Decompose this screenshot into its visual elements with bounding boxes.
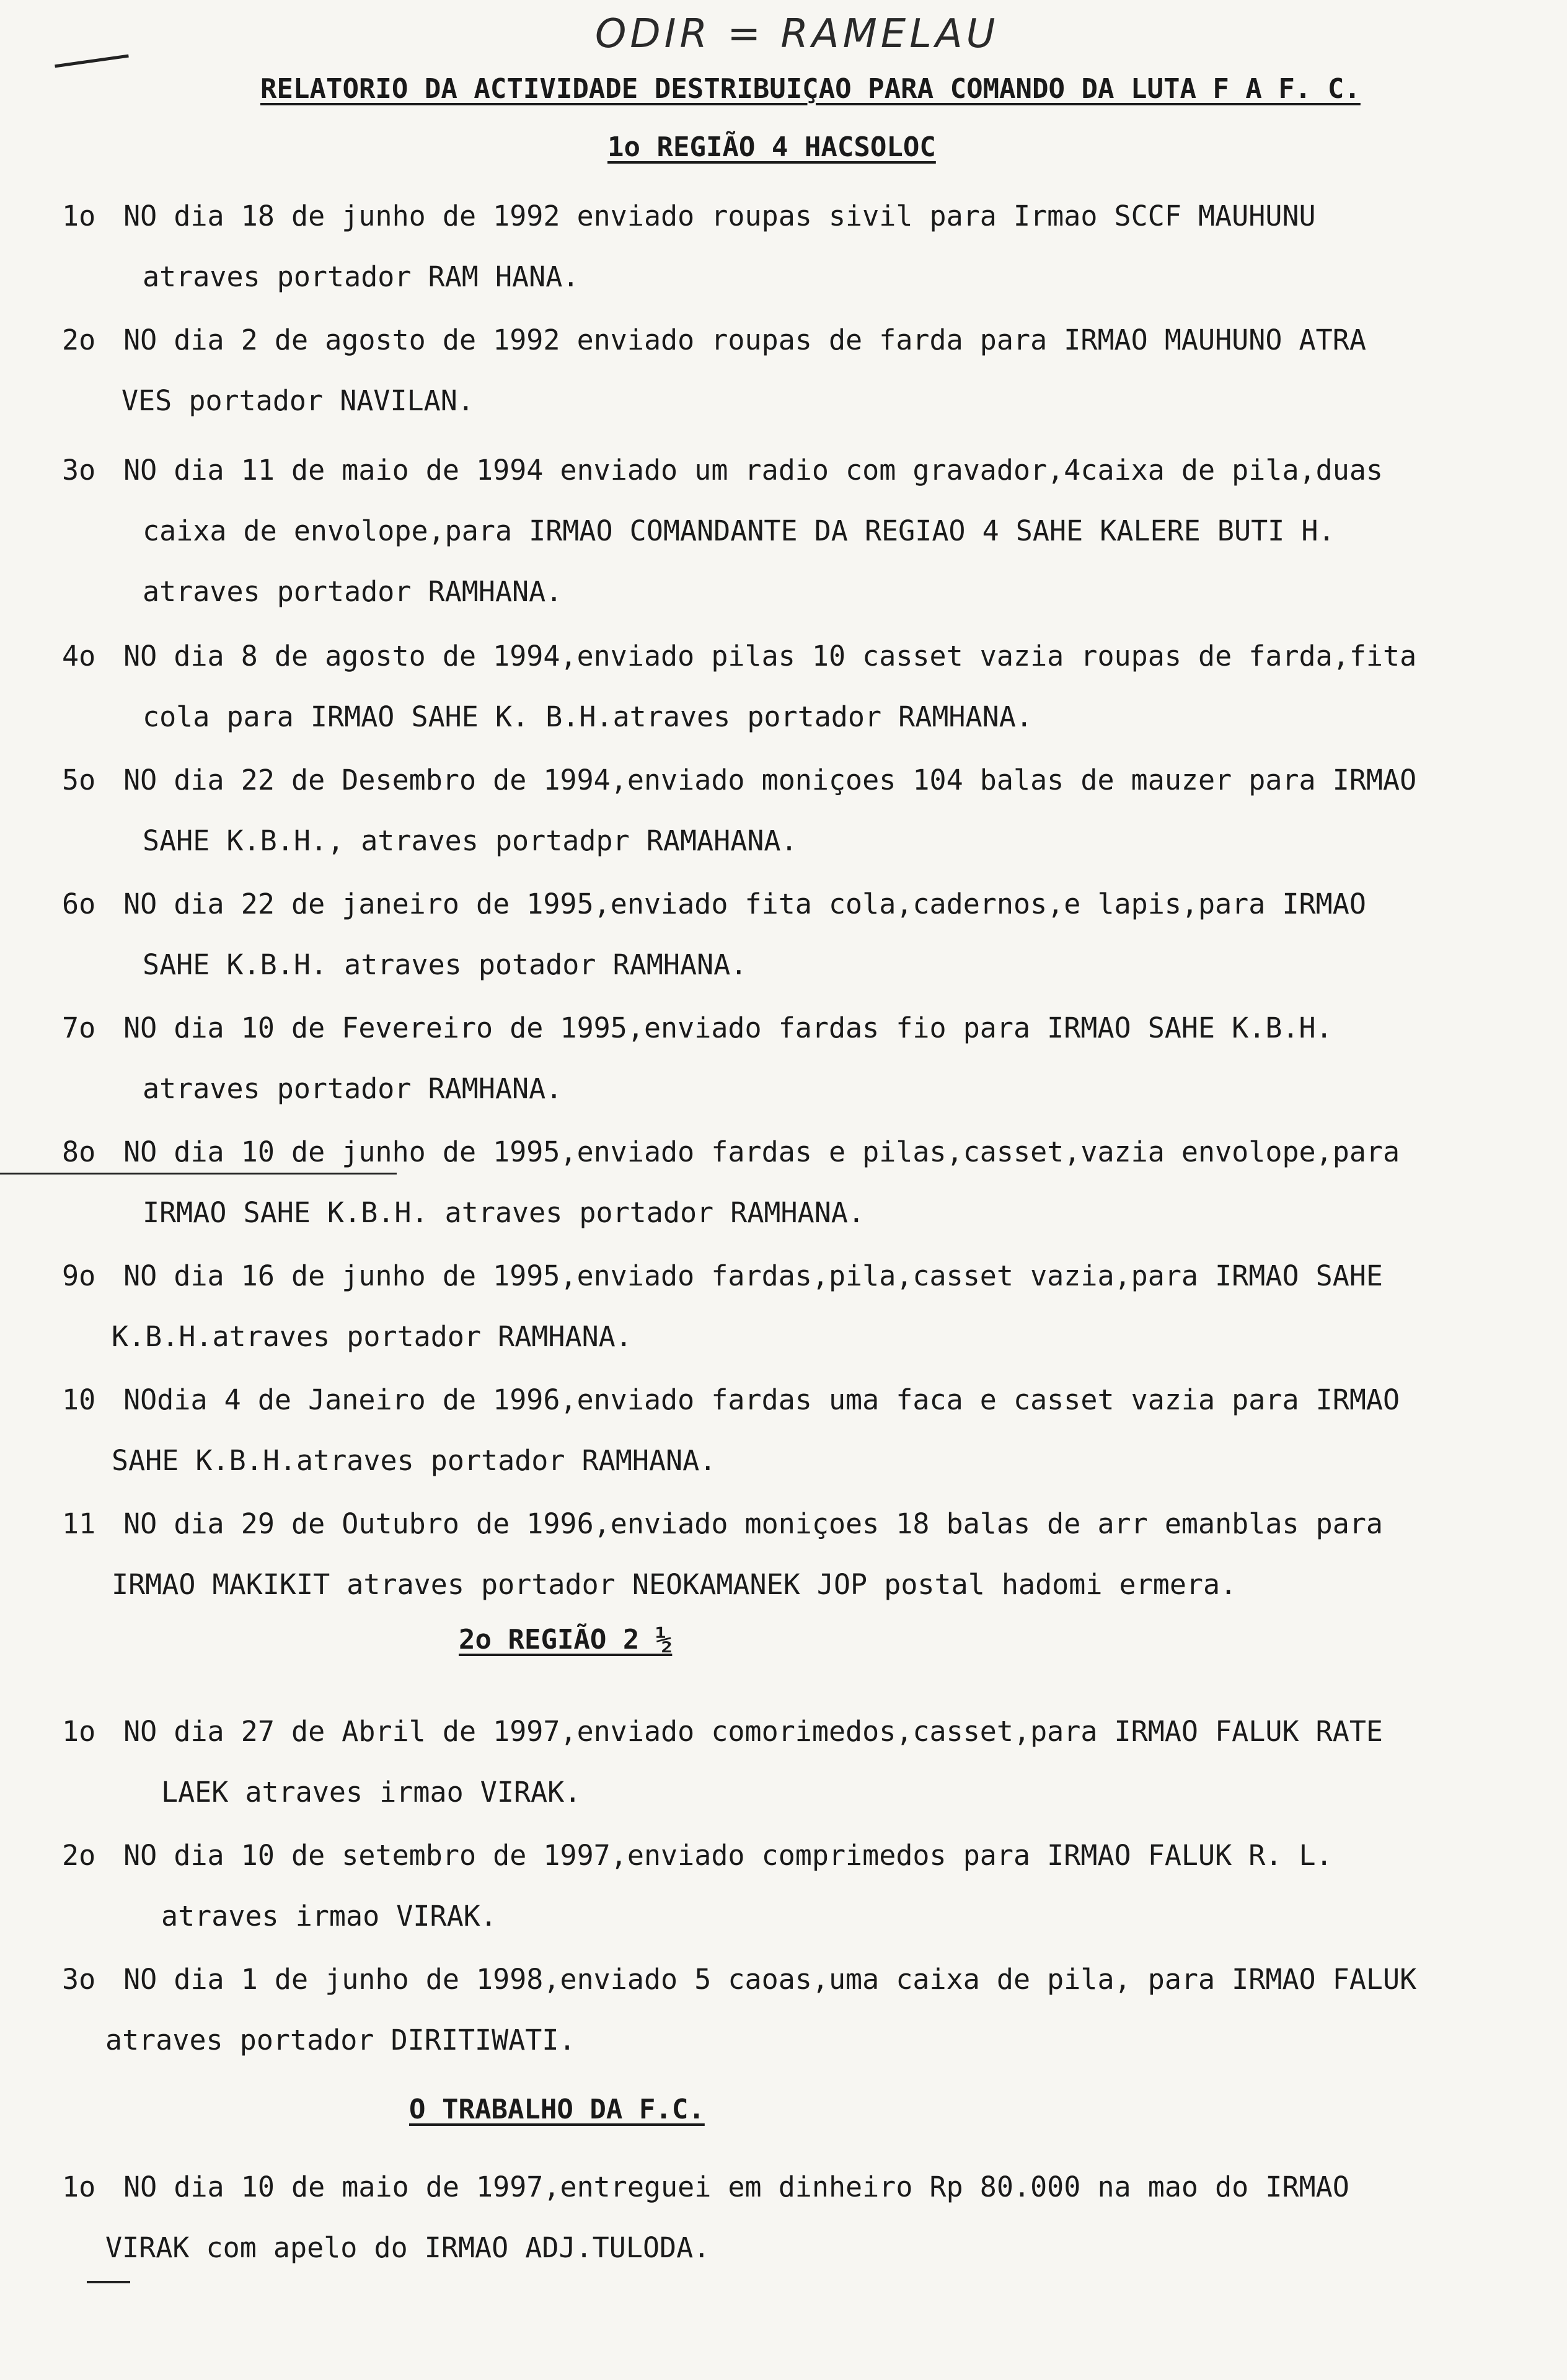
region-1-entry-8: 8o NO dia 10 de junho de 1995,enviado fardas e pilas,casset,vazia envolope,para IRMAO SAHE K.B.H. atraves portador RAMHANA. bbox=[62, 1135, 1400, 1229]
region-1-entry-1: 1o NO dia 18 de junho de 1992 enviado roupas sivil para Irmao SCCF MAUHUNU atraves portador RAM HANA. bbox=[62, 200, 1316, 293]
region-1-entry-9: 9o NO dia 16 de junho de 1995,enviado fardas,pila,casset vazia,para IRMAO SAHE K.B.H.atraves portador RAMHANA. bbox=[62, 1259, 1384, 1353]
ink-mark bbox=[87, 2281, 130, 2283]
region-1-heading: 1o REGIÃO 4 HACSOLOC bbox=[607, 131, 936, 163]
handwritten-note: ODIR = RAMELAU bbox=[595, 11, 999, 57]
region-2-entry-3: 3o NO dia 1 de junho de 1998,enviado 5 caoas,uma caixa de pila, para IRMAO FALUK atraves portador DIRITIWATI. bbox=[62, 1963, 1417, 2056]
ink-mark bbox=[55, 55, 129, 68]
region-1-entry-6: 6o NO dia 22 de janeiro de 1995,enviado fita cola,cadernos,e lapis,para IRMAO SAHE K.B.H. atraves potador RAMHANA. bbox=[62, 888, 1366, 981]
region-2-entry-2: 2o NO dia 10 de setembro de 1997,enviado comprimedos para IRMAO FALUK R. L. atraves irmao VIRAK. bbox=[62, 1839, 1333, 1933]
report-title: RELATORIO DA ACTIVIDADE DESTRIBUIÇAO PARA COMANDO DA LUTA F A F. C. bbox=[260, 73, 1361, 105]
work-heading: O TRABALHO DA F.C. bbox=[409, 2094, 705, 2125]
region-2-entry-1: 1o NO dia 27 de Abril de 1997,enviado comorimedos,casset,para IRMAO FALUK RATE LAEK atraves irmao VIRAK. bbox=[62, 1715, 1384, 1809]
region-1-entry-7: 7o NO dia 10 de Fevereiro de 1995,enviado fardas fio para IRMAO SAHE K.B.H. atraves portador RAMHANA. bbox=[62, 1011, 1333, 1105]
region-1-entry-10: 10 NOdia 4 de Janeiro de 1996,enviado fardas uma faca e casset vazia para IRMAO SAHE K.B.H.atraves portador RAMHANA. bbox=[62, 1383, 1400, 1477]
region-1-entry-4: 4o NO dia 8 de agosto de 1994,enviado pilas 10 casset vazia roupas de farda,fita cola para IRMAO SAHE K. B.H.atraves portador RAMHANA. bbox=[62, 640, 1417, 733]
region-1-entry-11: 11 NO dia 29 de Outubro de 1996,enviado moniçoes 18 balas de arr emanblas para IRMAO MAKIKIT atraves portador NEOKAMANEK JOP postal hadomi ermera. bbox=[62, 1507, 1384, 1601]
region-1-entry-5: 5o NO dia 22 de Desembro de 1994,enviado moniçoes 104 balas de mauzer para IRMAO SAHE K.B.H., atraves portadpr RAMAHANA. bbox=[62, 764, 1417, 857]
region-1-entry-3: 3o NO dia 11 de maio de 1994 enviado um radio com gravador,4caixa de pila,duas caixa de envolope,para IRMAO COMANDANTE DA REGIAO 4 SAHE KALERE BUTI H. atraves portador RAMHANA. bbox=[62, 454, 1384, 608]
region-2-heading: 2o REGIÃO 2 ½ bbox=[459, 1624, 673, 1655]
work-entry-1: 1o NO dia 10 de maio de 1997,entreguei em dinheiro Rp 80.000 na mao do IRMAO VIRAK com apelo do IRMAO ADJ.TULODA. bbox=[62, 2171, 1349, 2264]
region-1-entry-2: 2o NO dia 2 de agosto de 1992 enviado roupas de farda para IRMAO MAUHUNO ATRA VES portador NAVILAN. bbox=[62, 324, 1366, 417]
